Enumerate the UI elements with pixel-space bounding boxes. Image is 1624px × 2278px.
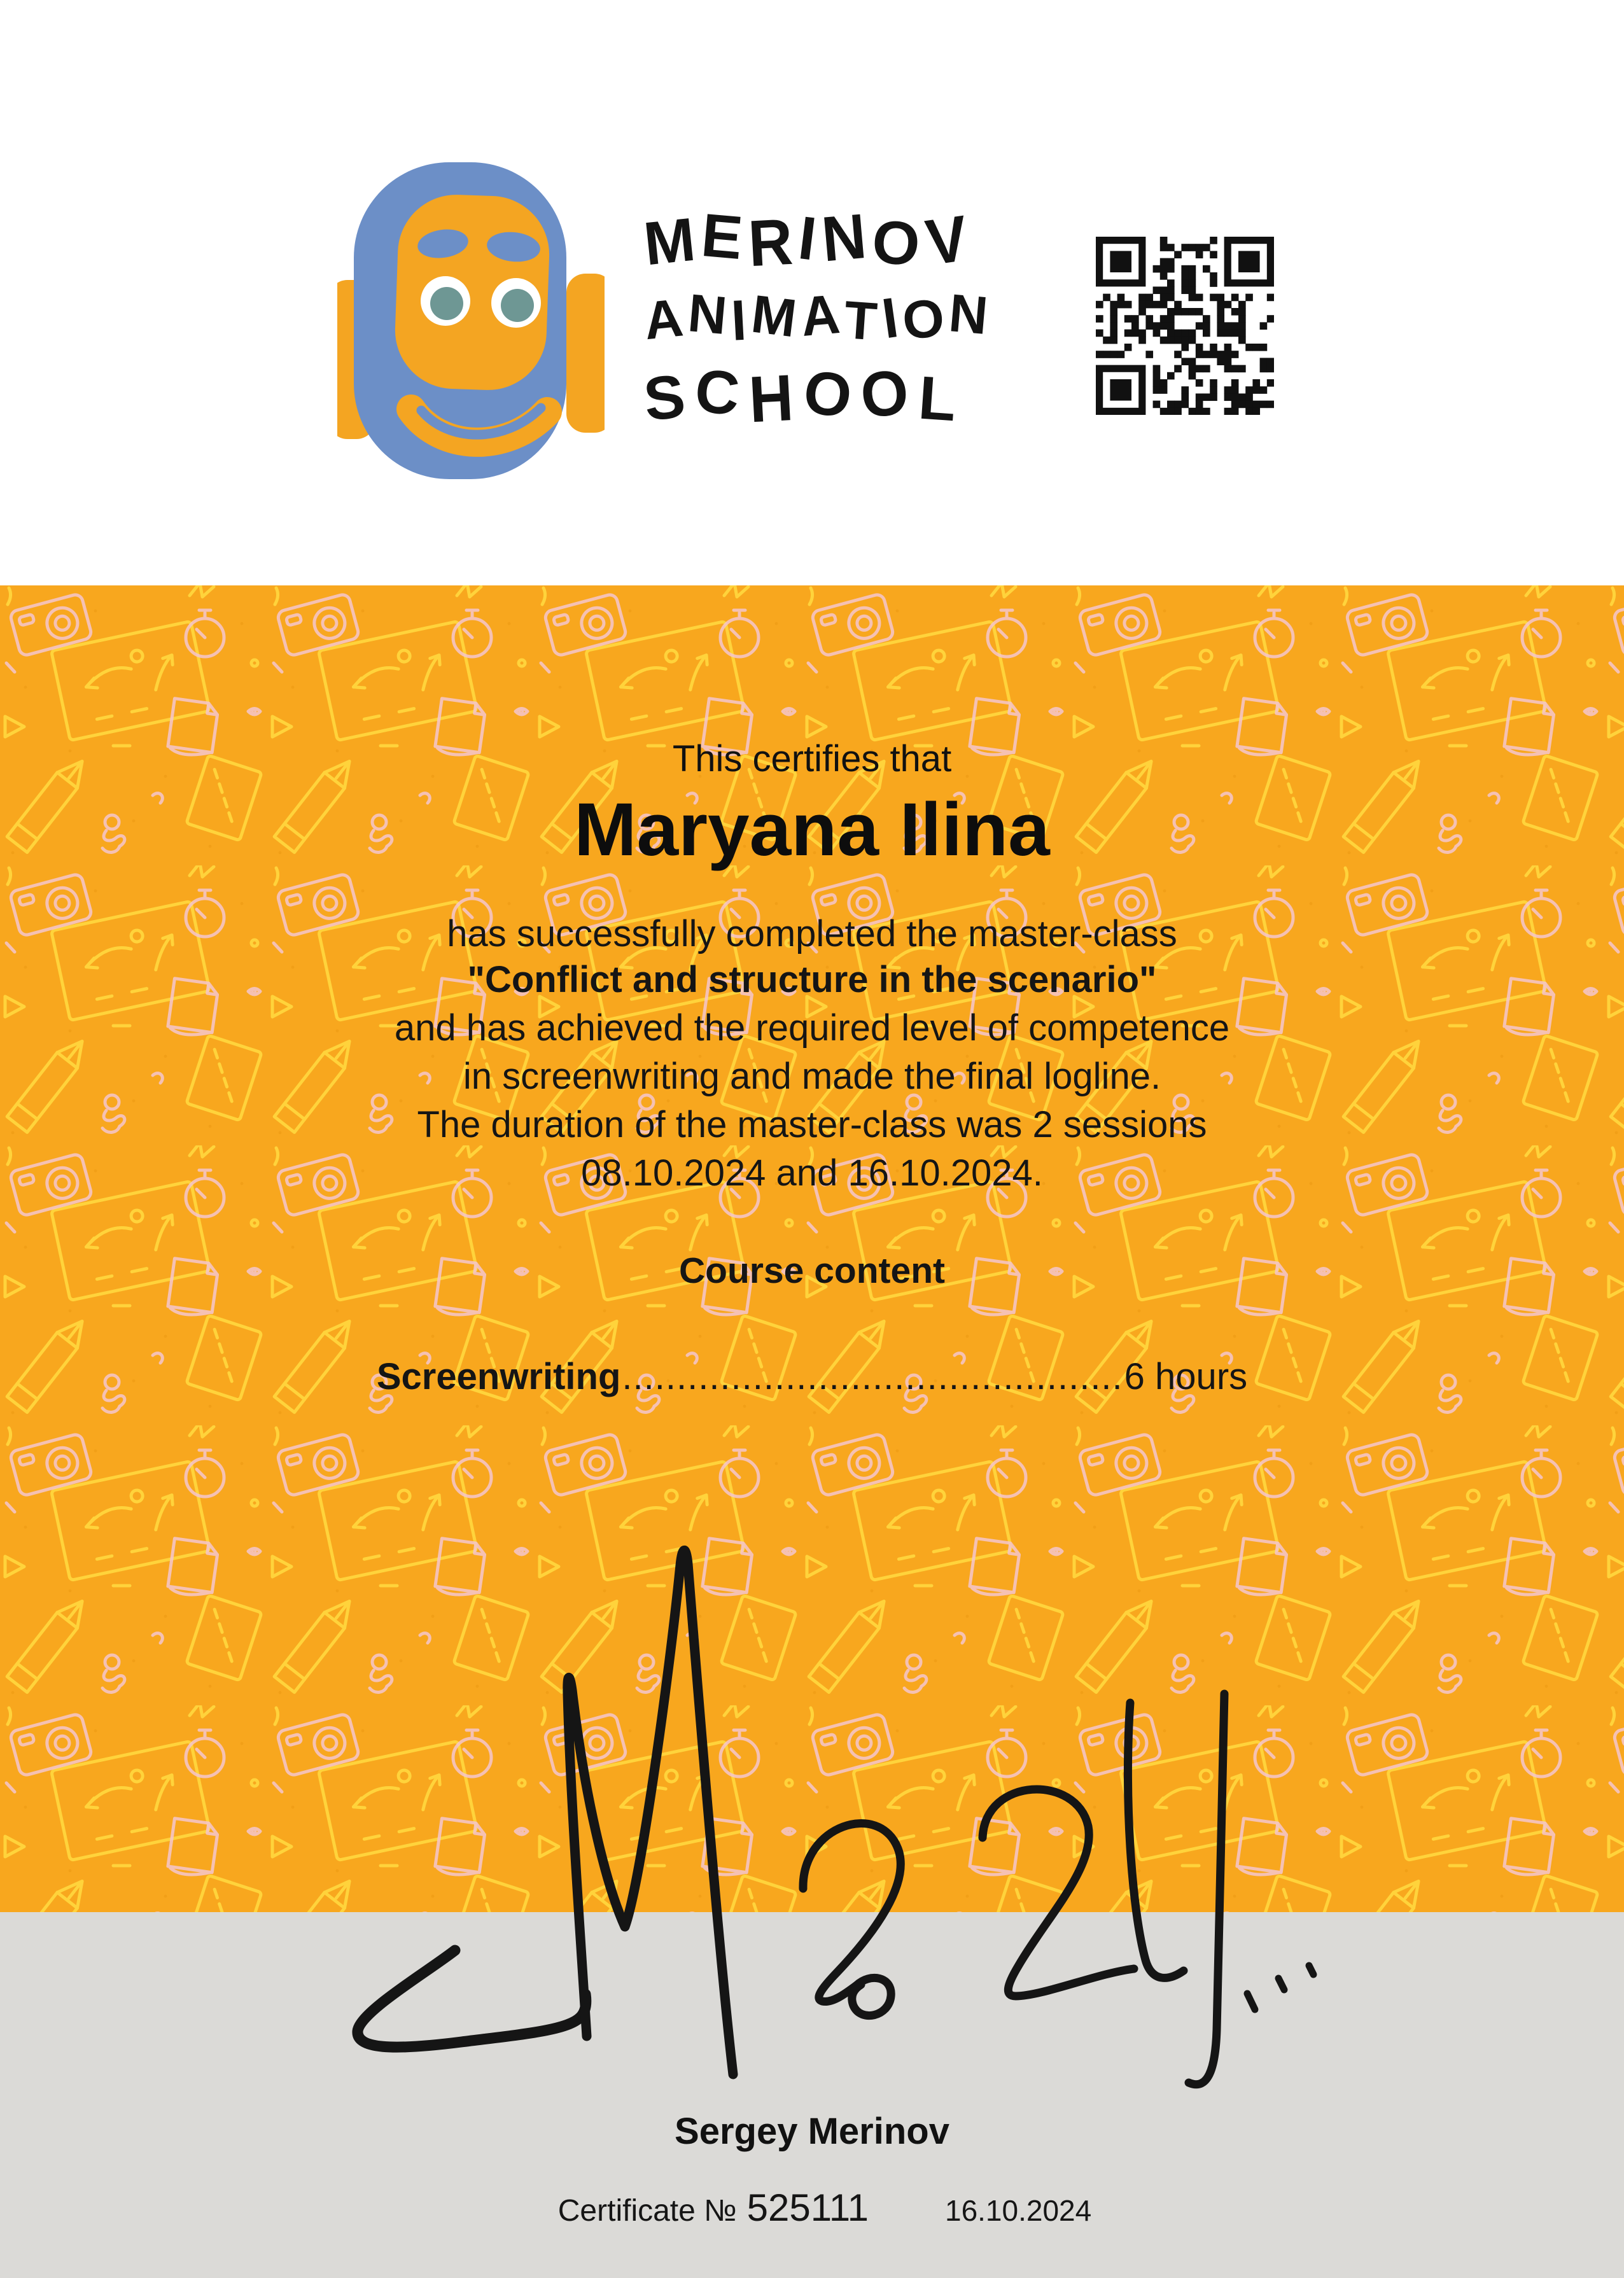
wordmark-line-3 xyxy=(640,356,1026,437)
intro-line: This certifies that xyxy=(672,738,952,779)
certificate-number-row xyxy=(558,2186,1091,2230)
course-item-hours: 6 hours xyxy=(1124,1356,1248,1397)
achievement-line-4: 08.10.2024 and 16.10.2024. xyxy=(581,1152,1043,1194)
course-item-name: Screenwriting xyxy=(376,1356,621,1397)
wordmark-letter: R xyxy=(746,205,801,281)
certificate-text xyxy=(0,585,1624,1400)
wordmark-line-2 xyxy=(641,279,1026,356)
wordmark-letter: I xyxy=(795,204,827,274)
leader-dots: .............................................. xyxy=(622,1356,1123,1397)
course-item-row xyxy=(377,1354,1247,1400)
wordmark-letter: N xyxy=(946,283,996,346)
wordmark-letter: C xyxy=(692,356,753,430)
header xyxy=(0,0,1624,585)
certificate-label: Certificate № xyxy=(557,2194,737,2228)
robot-logo-icon xyxy=(337,162,605,484)
school-wordmark xyxy=(640,200,1026,437)
wordmark-letter: H xyxy=(747,361,806,437)
wordmark-letter: N xyxy=(685,283,734,346)
course-title: "Conflict and structure in the scenario" xyxy=(467,959,1157,1000)
achievement-line-3: The duration of the master-class was 2 sessions xyxy=(417,1104,1207,1145)
completion-line: has successfully completed the master-class xyxy=(447,913,1177,954)
certificate-number: 525111 xyxy=(746,2186,869,2229)
qr-code-icon xyxy=(1096,237,1274,415)
wordmark-letter: S xyxy=(640,361,699,434)
wordmark-letter: M xyxy=(640,204,705,279)
wordmark-letter: I xyxy=(729,287,753,353)
wordmark-letter: L xyxy=(916,363,969,435)
achievement-line-2: in screenwriting and made the final logline. xyxy=(463,1056,1161,1097)
wordmark-letter: I xyxy=(878,284,907,351)
achievement-line-1: and has achieved the required level of competence xyxy=(394,1007,1230,1049)
wordmark-letter: M xyxy=(748,283,805,349)
signature-scribble xyxy=(331,1527,1349,2100)
wordmark-letter: N xyxy=(818,200,876,276)
certificate-date: 16.10.2024 xyxy=(944,2194,1092,2227)
wordmark-line-1 xyxy=(640,200,1026,281)
wordmark-letter: T xyxy=(842,290,885,352)
wordmark-letter: O xyxy=(870,207,929,279)
wordmark-letter: O xyxy=(899,286,953,351)
wordmark-letter: V xyxy=(921,201,979,279)
wordmark-letter: A xyxy=(798,282,848,348)
wordmark-letter: E xyxy=(698,200,752,274)
wordmark-letter: A xyxy=(641,286,691,351)
wordmark-letter: O xyxy=(799,357,865,433)
recipient-name: Maryana Ilina xyxy=(574,788,1050,872)
wordmark-letter: O xyxy=(858,356,922,431)
course-content-heading: Course content xyxy=(678,1250,946,1291)
signer-name: Sergey Merinov xyxy=(675,2111,949,2152)
